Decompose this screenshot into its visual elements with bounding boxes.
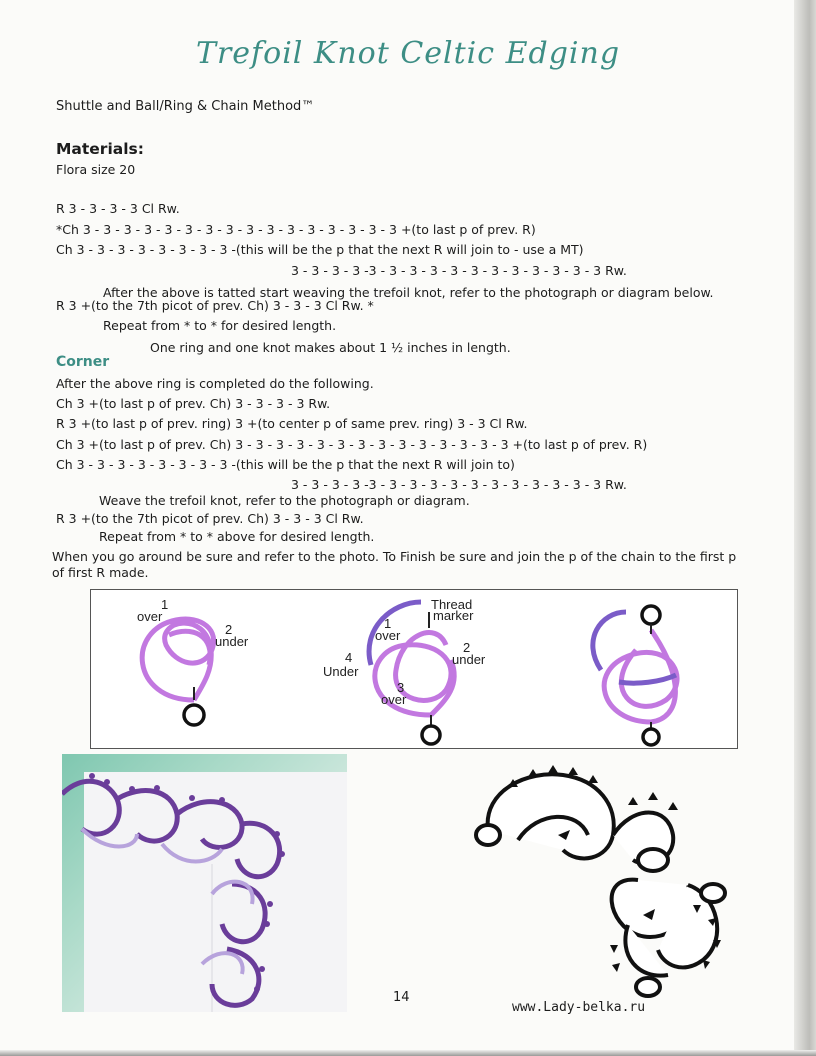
- corner-heading: Corner: [56, 354, 110, 370]
- instruction-line: R 3 - 3 - 3 - 3 Cl Rw.: [56, 201, 180, 216]
- label-over: over: [137, 609, 163, 624]
- label-under: under: [215, 634, 249, 649]
- lace-pattern-diagram: [468, 765, 738, 1000]
- page-title: Trefoil Knot Celtic Edging: [195, 36, 621, 71]
- label-2: 2: [225, 622, 233, 637]
- page-bottom-edge: [0, 1050, 816, 1056]
- corner-line: Ch 3 - 3 - 3 - 3 - 3 - 3 - 3 - 3 -(this will be the p that the next R will join to): [56, 457, 515, 472]
- label-under-4: Under: [323, 664, 359, 679]
- instruction-line: Repeat from * to * for desired length.: [103, 318, 337, 333]
- corner-line: After the above ring is completed do the following.: [56, 376, 374, 391]
- instruction-line: One ring and one knot makes about 1 ½ inches in length.: [150, 340, 511, 355]
- trefoil-knot-diagrams: [90, 589, 738, 749]
- knot-step-2-diagram: [323, 597, 486, 744]
- label-under: under: [452, 652, 486, 667]
- corner-line: R 3 +(to last p of prev. ring) 3 +(to center p of same prev. ring) 3 - 3 Cl Rw.: [56, 416, 528, 431]
- tatted-edging-photo: [62, 754, 347, 1012]
- label-thread: Thread: [431, 597, 473, 612]
- page-number: 14: [393, 990, 410, 1005]
- label-2: 2: [463, 640, 471, 655]
- corner-line: of first R made.: [52, 565, 149, 580]
- knot-step-1-diagram: [137, 597, 249, 725]
- label-marker: marker: [433, 608, 474, 623]
- corner-line: Weave the trefoil knot, refer to the photograph or diagram.: [99, 493, 470, 508]
- corner-line: R 3 +(to the 7th picot of prev. Ch) 3 - 3 - 3 Cl Rw.: [56, 511, 364, 526]
- materials-text: Flora size 20: [56, 162, 136, 177]
- knot-step-3-diagram: [593, 606, 677, 745]
- instruction-line: After the above is tatted start weaving the trefoil knot, refer to the photograph or diagram below.: [103, 285, 714, 300]
- label-over-3: over: [381, 692, 407, 707]
- label-1: 1: [161, 597, 169, 612]
- method-subtitle: Shuttle and Ball/Ring & Chain Method™: [56, 99, 315, 114]
- materials-heading: Materials:: [56, 140, 144, 158]
- corner-line: Ch 3 +(to last p of prev. Ch) 3 - 3 - 3 - 3 Rw.: [56, 396, 331, 411]
- corner-line: Repeat from * to * above for desired length.: [99, 529, 375, 544]
- label-1: 1: [384, 616, 392, 631]
- instruction-line: 3 - 3 - 3 - 3 -3 - 3 - 3 - 3 - 3 - 3 - 3 - 3 - 3 - 3 - 3 - 3 Rw.: [291, 263, 627, 278]
- label-over: over: [375, 628, 401, 643]
- page-edge-shadow: [794, 0, 816, 1056]
- instruction-line: *Ch 3 - 3 - 3 - 3 - 3 - 3 - 3 - 3 - 3 - 3 - 3 - 3 - 3 - 3 - 3 - 3 +(to last p of prev. R): [56, 222, 536, 237]
- label-3: 3: [397, 680, 405, 695]
- corner-line: 3 - 3 - 3 - 3 -3 - 3 - 3 - 3 - 3 - 3 - 3 - 3 - 3 - 3 - 3 - 3 Rw.: [291, 477, 627, 492]
- watermark-url: www.Lady-belka.ru: [512, 1000, 646, 1015]
- instruction-line: R 3 +(to the 7th picot of prev. Ch) 3 - 3 - 3 Cl Rw. *: [56, 298, 374, 313]
- instruction-line: Ch 3 - 3 - 3 - 3 - 3 - 3 - 3 - 3 -(this will be the p that the next R will join to - use a MT): [56, 242, 584, 257]
- corner-line: Ch 3 +(to last p of prev. Ch) 3 - 3 - 3 - 3 - 3 - 3 - 3 - 3 - 3 - 3 - 3 - 3 - 3 - 3 +(to last p of prev. R): [56, 437, 648, 452]
- label-4: 4: [345, 650, 353, 665]
- corner-line: When you go around be sure and refer to the photo. To Finish be sure and join the p of the chain to the first p: [52, 549, 737, 564]
